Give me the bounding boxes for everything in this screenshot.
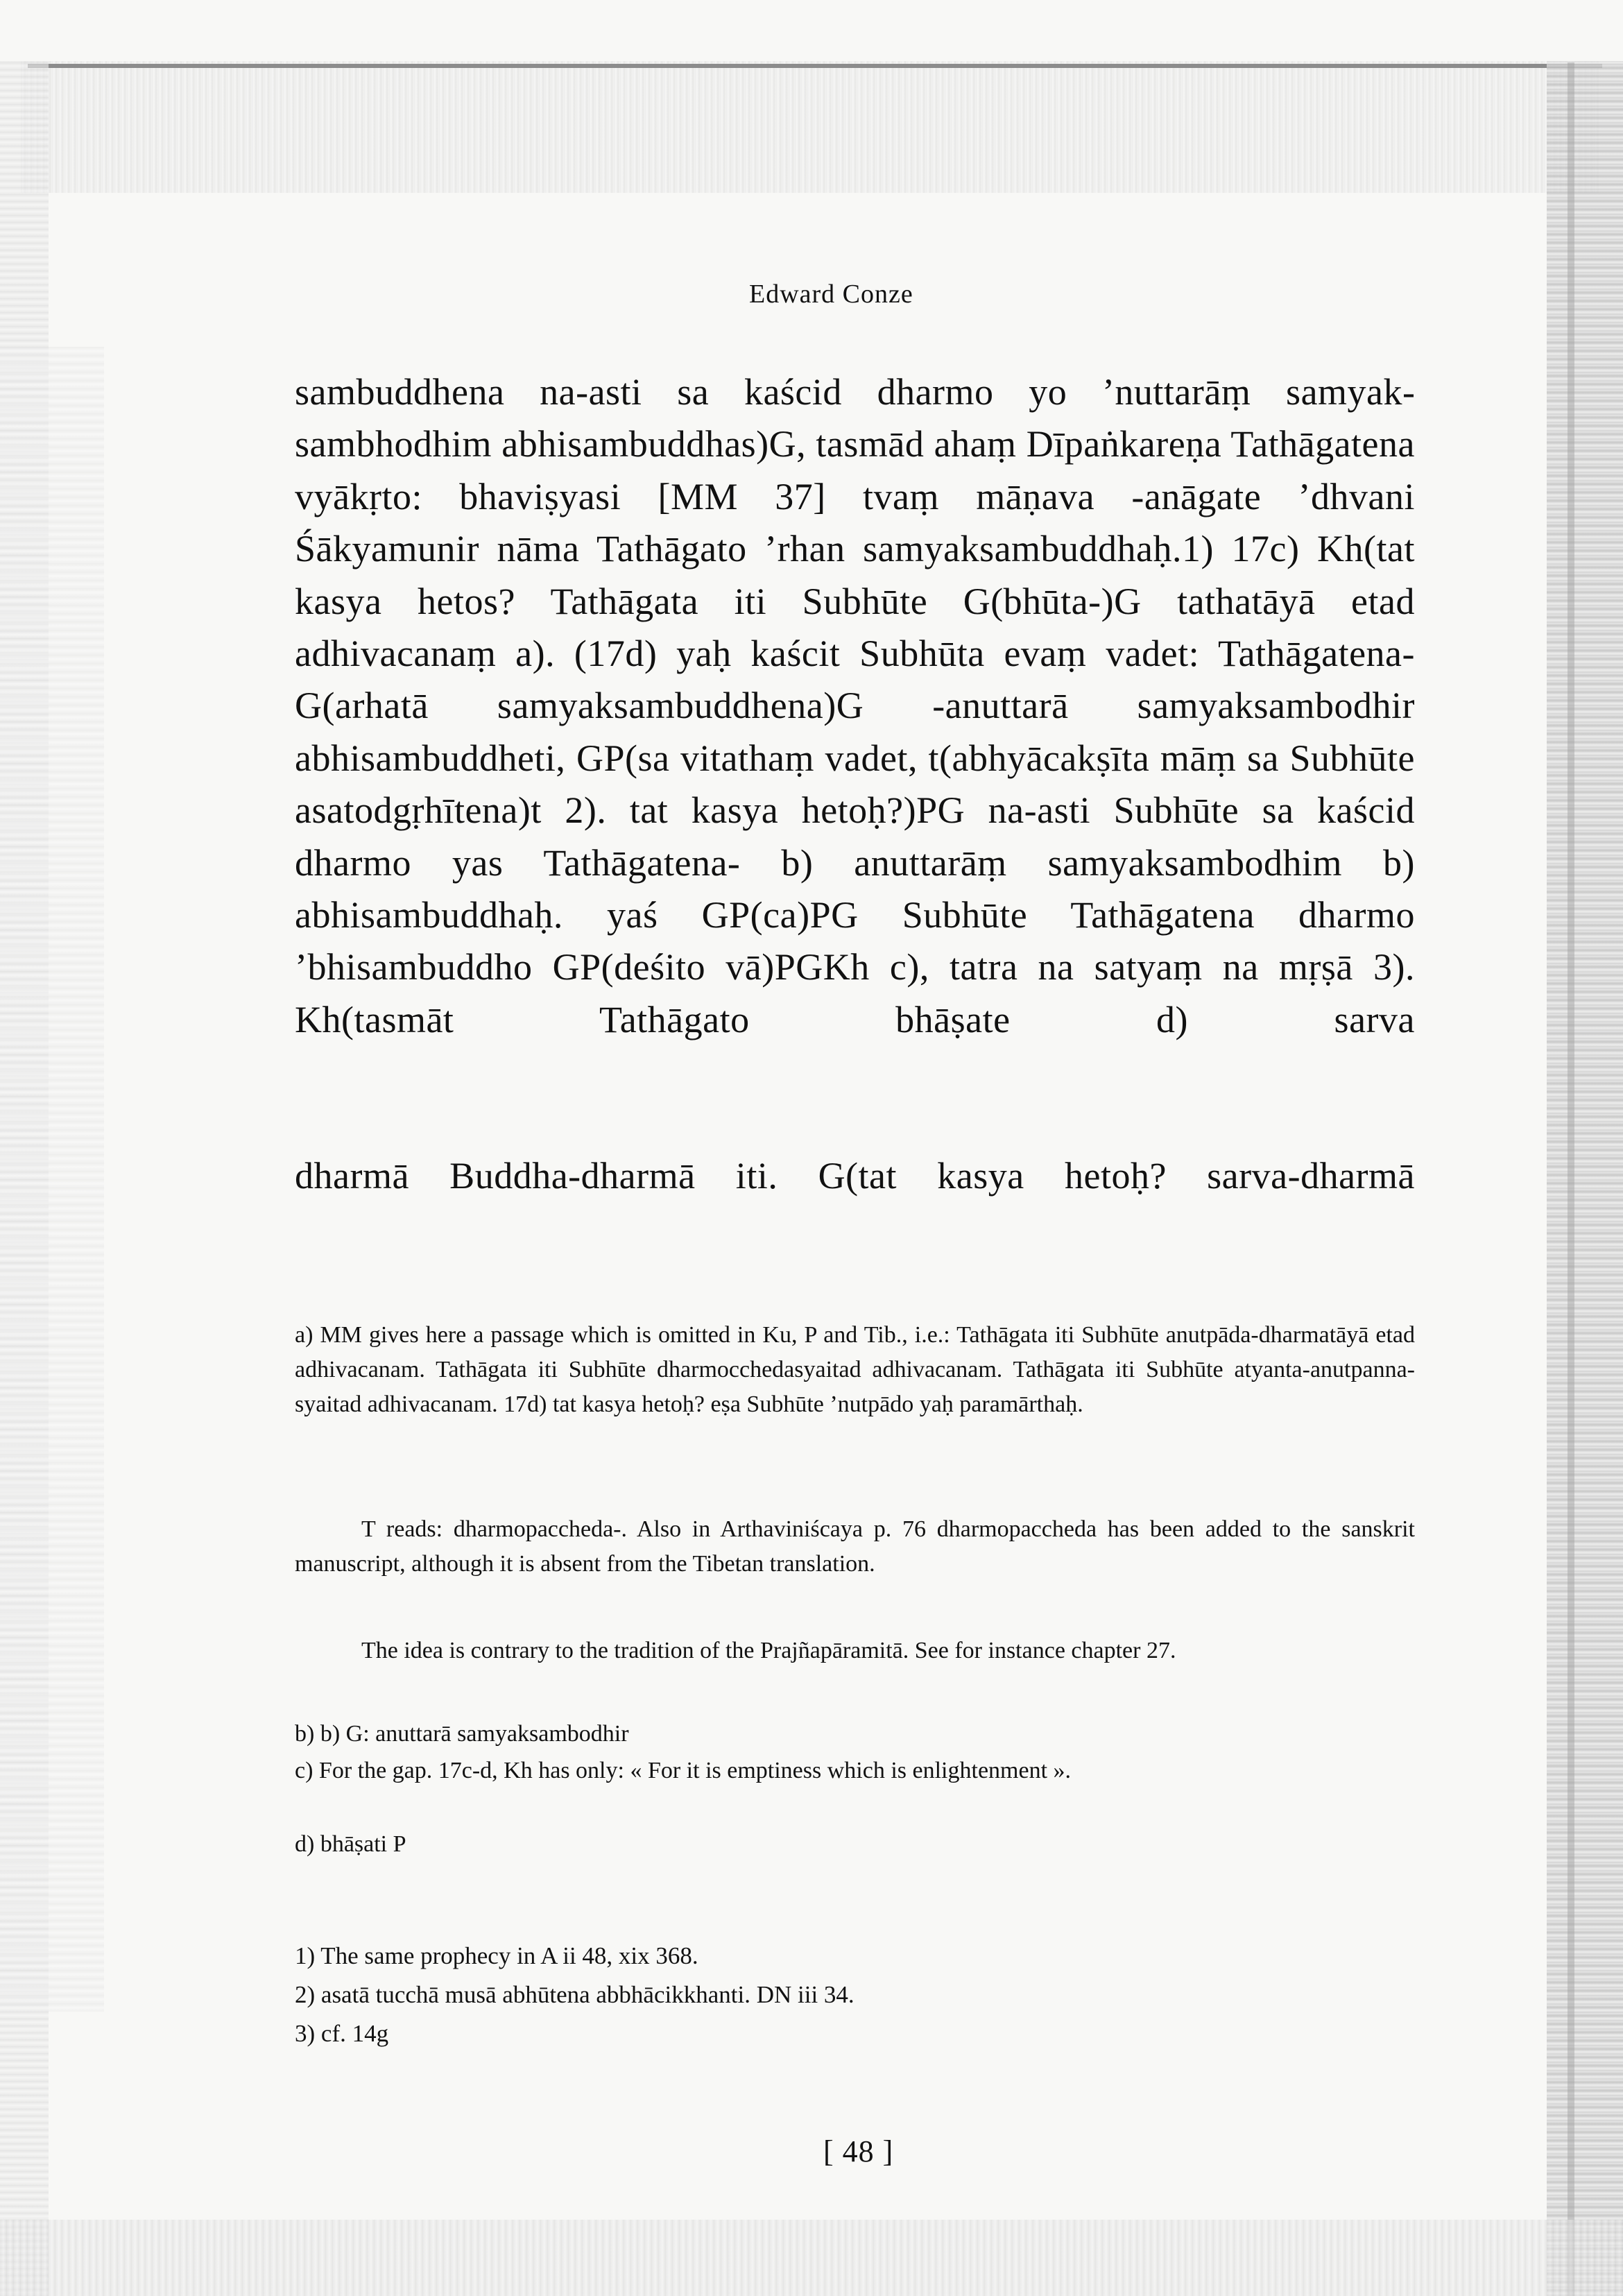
running-header-author: Edward Conze	[749, 280, 913, 309]
numbered-note-1: 1) The same prophecy in A ii 48, xix 368.	[295, 1942, 698, 1969]
main-text-paragraph: sambuddhena na-asti sa kaścid dharmo yo ’nuttarāṃ samyaksambhodhim abhisambuddhas)G, tasmād ahaṃ Dīpaṅkareṇa Tathāgatena vyākṛto: bhaviṣyasi [MM 37] tvaṃ māṇava -anāgate ’dhvani Śākyamunir nāma Tathāgato ’rhan samyaksambuddhaḥ.1) 17c) Kh(tat kasya hetos? Tathāgata iti Subhūte G(bhūta-)G tathatāyā etad adhivacanaṃ a). (17d) yaḥ kaścit Subhūta evaṃ vadet: Tathāgatena- G(arhatā samyaksambuddhena)G -anuttarā samyaksambodhir abhisambuddheti, GP(sa vitathaṃ vadet, t(abhyācakṣīta māṃ sa Subhūte asatodgṛhītena)t 2). tat kasya hetoḥ?)PG na-asti Subhūte sa kaścid dharmo yas Tathāgatena- b) anuttarāṃ samyaksambodhim b) abhisambuddhaḥ. yaś GP(ca)PG Subhūte Tathāgatena dharmo ’bhisambuddho GP(deśito vā)PGKh c), tatra na satyaṃ na mṛṣā 3). Kh(tasmāt Tathāgato bhāṣate d) sarva	[295, 371, 1415, 1040]
footnote-b: b) b) G: anuttarā samyaksambodhir	[295, 1721, 629, 1747]
scan-shadow-bottom	[0, 2220, 1623, 2296]
numbered-note-2: 2) asatā tucchā musā abhūtena abbhācikkhanti. DN iii 34.	[295, 1981, 855, 2008]
scan-shadow-right	[1547, 61, 1623, 2296]
scan-edge-top	[28, 64, 1602, 68]
footnote-d: d) bhāṣati P	[295, 1831, 406, 1857]
main-text-last-line: dharmā Buddha-dharmā iti. G(tat kasya hetoḥ? sarva-dharmā	[295, 1155, 1415, 1197]
page-number: [ 48 ]	[823, 2134, 894, 2168]
scan-shadow-left-inner	[0, 347, 104, 2012]
footnote-t-reads: T reads: dharmopaccheda-. Also in Arthaviniścaya p. 76 dharmopaccheda has been added to the sanskrit manuscript, although it is absent from the Tibetan translation.	[295, 1516, 1415, 1577]
footnote-a: a) MM gives here a passage which is omitted in Ku, P and Tib., i.e.: Tathāgata iti Subhūte anutpāda-dharmatāyā etad adhivacanam. Tathāgata iti Subhūte dharmocchedasyaitad adhivacanam. Tathāgata iti Subhūte atyanta-anutpannasyaitad adhivacanam. 17d) tat kasya hetoḥ? eṣa Subhūte ’nutpādo yaḥ paramārthaḥ.	[295, 1322, 1415, 1417]
footnote-idea: The idea is contrary to the tradition of the Prajñapāramitā. See for instance chapter 27.	[361, 1638, 1176, 1663]
scan-edge-right	[1568, 62, 1574, 2296]
footnote-c: c) For the gap. 17c-d, Kh has only: « For it is emptiness which is enlightenment ».	[295, 1758, 1072, 1783]
scan-shadow-top	[21, 61, 1599, 193]
numbered-note-3: 3) cf. 14g	[295, 2020, 389, 2047]
